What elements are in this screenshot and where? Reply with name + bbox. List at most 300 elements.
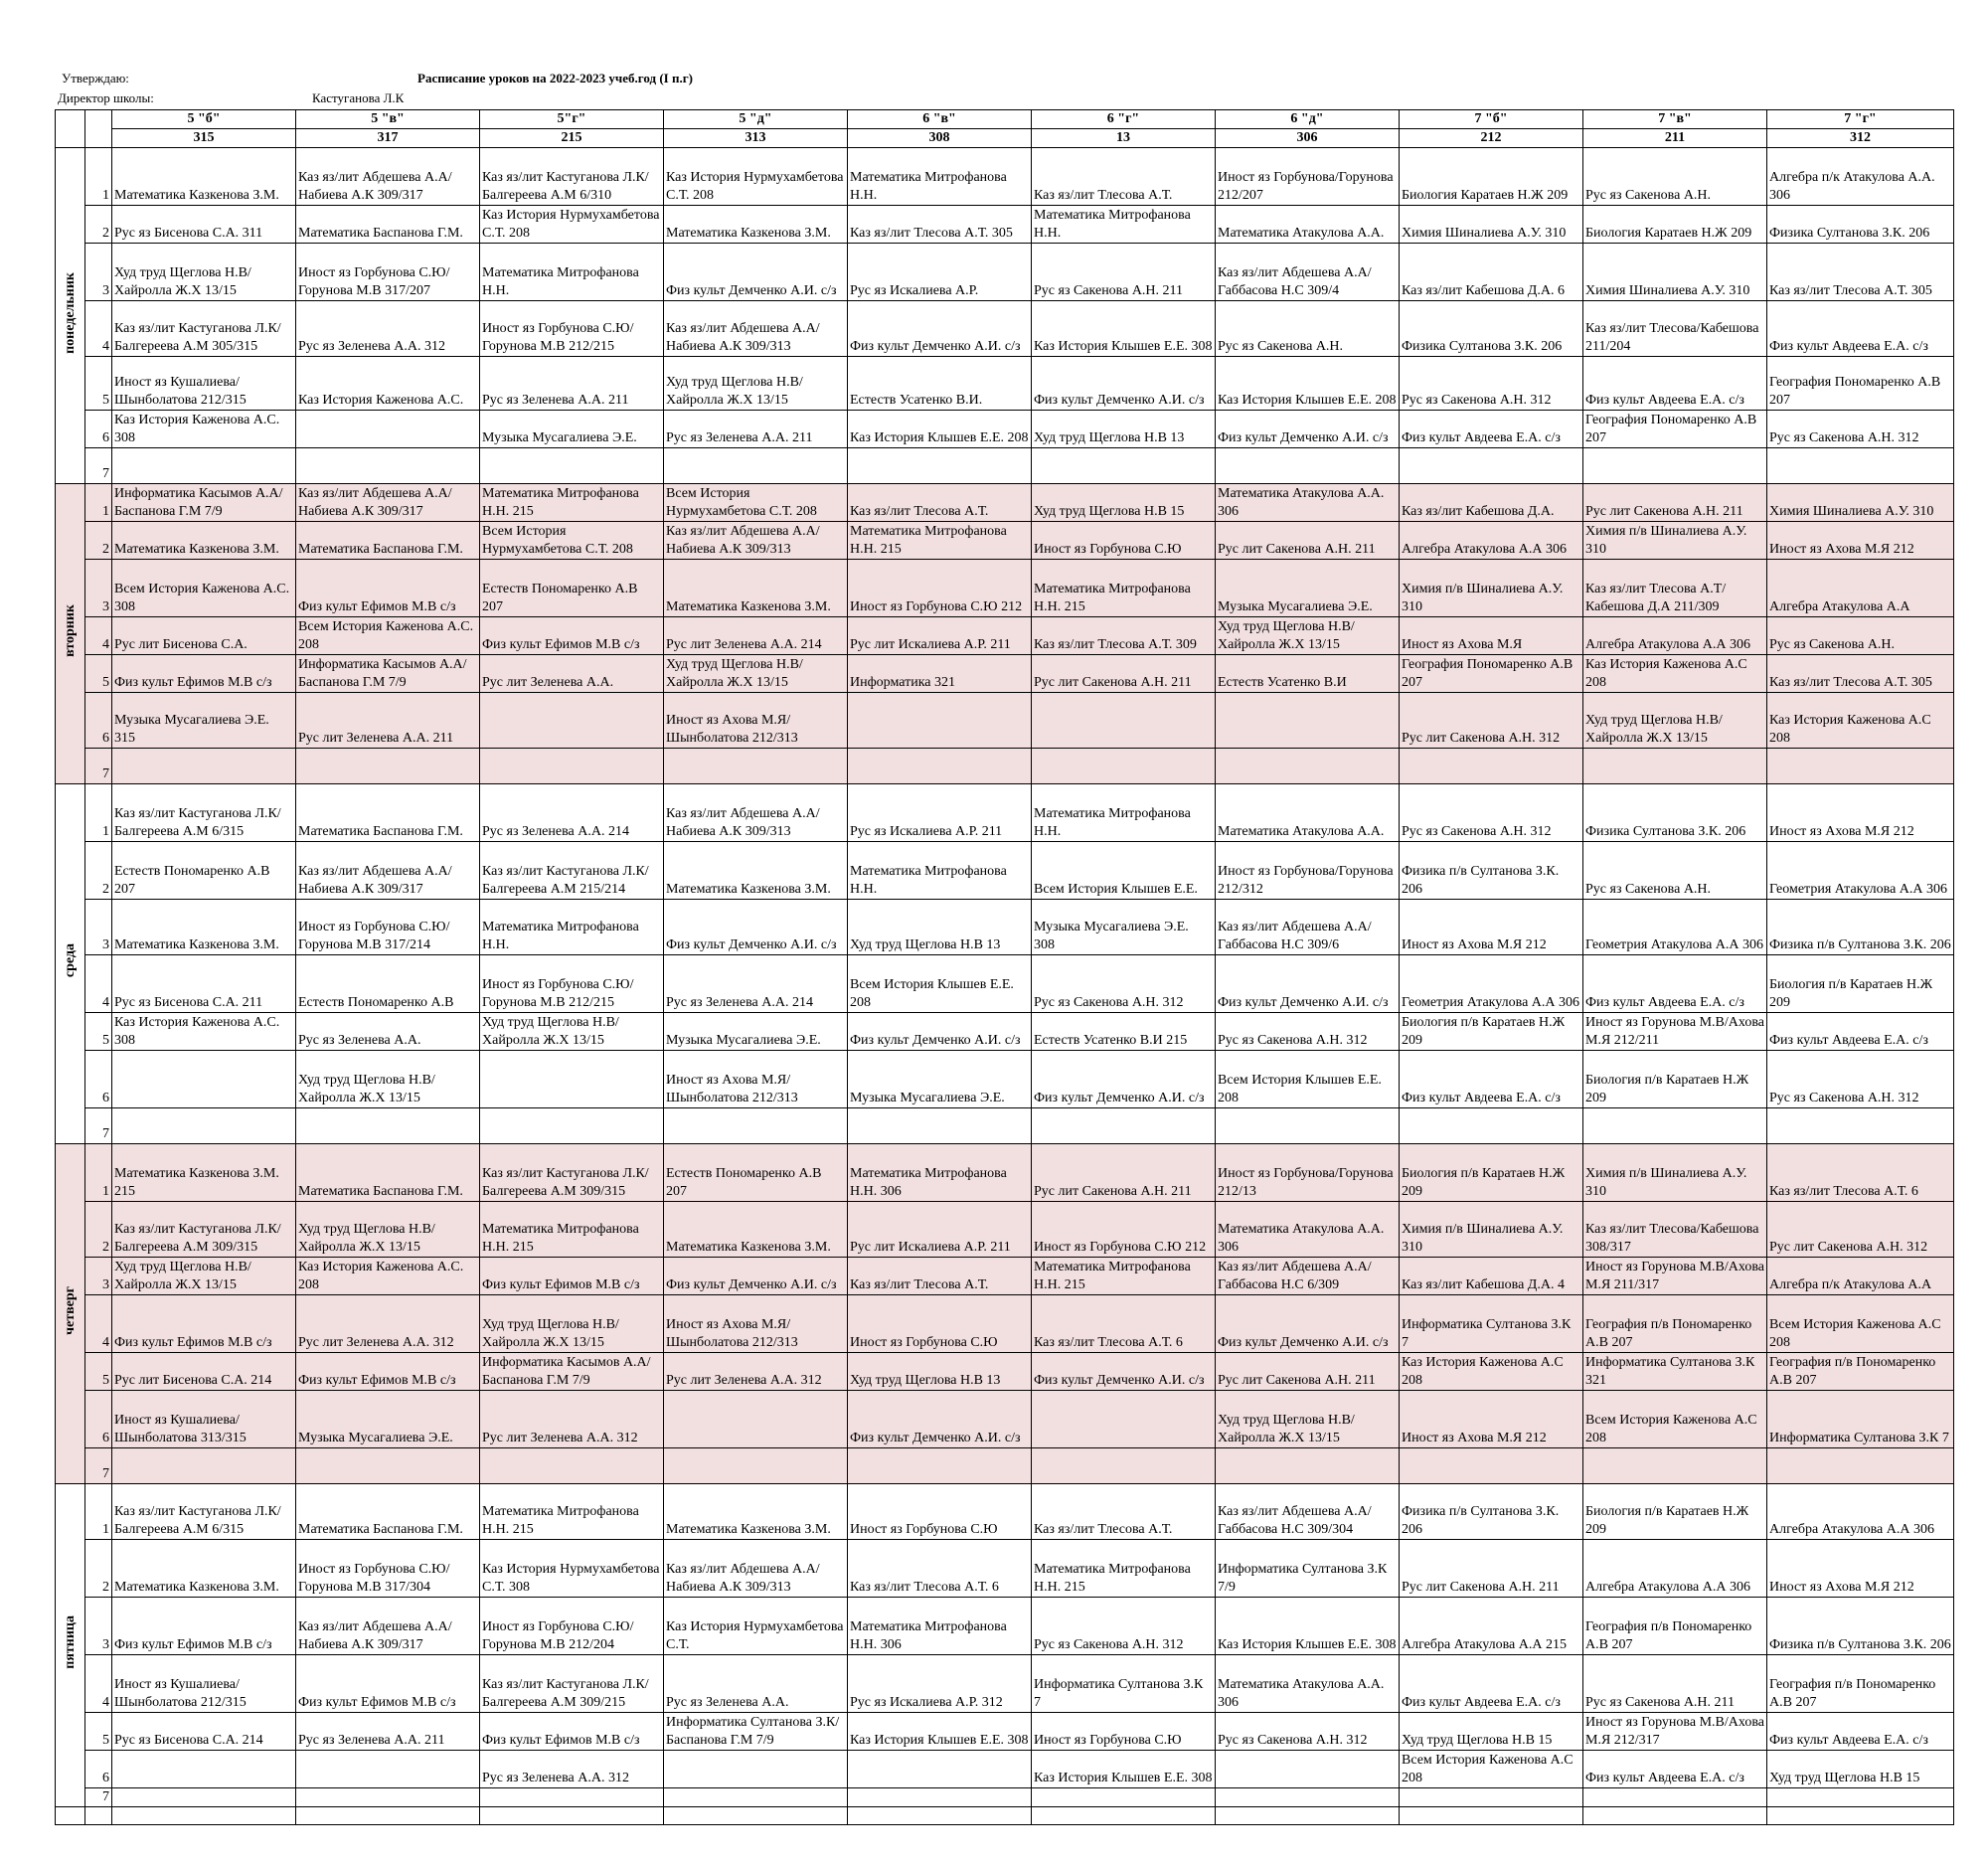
lesson-row xyxy=(56,1713,1954,1751)
lesson-cell: Каз яз/лит Абдешева А.А/Габбасова Н.С 6/309 xyxy=(1216,1258,1400,1295)
lesson-cell: Физ культ Авдеева Е.А. с/з xyxy=(1400,1655,1583,1713)
lesson-cell: Естеств Пономаренко А.В 207 xyxy=(112,842,296,900)
lesson-cell: Рус яз Зеленева А.А. xyxy=(664,1655,848,1713)
lesson-cell: Физ культ Авдеева Е.А. с/з xyxy=(1767,1013,1954,1051)
lesson-cell: Алгебра п/к Атакулова А.А. 306 xyxy=(1767,148,1954,206)
lesson-cell: Физ культ Демченко А.И. с/з xyxy=(1216,1295,1400,1353)
lesson-cell xyxy=(296,1751,480,1788)
lesson-number: 1 xyxy=(85,1144,112,1202)
lesson-cell: Иност яз Горбунова С.Ю xyxy=(848,1295,1032,1353)
lesson-number: 1 xyxy=(85,784,112,842)
lesson-cell: Рус яз Бисенова С.А. 214 xyxy=(112,1713,296,1751)
lesson-cell: Физика п/в Султанова З.К. 206 xyxy=(1400,842,1583,900)
lesson-cell: Каз яз/лит Кастуганова Л.К/Балгереева А.М 6/315 xyxy=(112,784,296,842)
lesson-cell: Математика Баспанова Г.М. xyxy=(296,784,480,842)
lesson-cell: Физ культ Ефимов М.В с/з xyxy=(112,1598,296,1655)
lesson-cell xyxy=(1216,693,1400,749)
lesson-cell: Естеств Пономаренко А.В 207 xyxy=(480,560,664,617)
lesson-number: 5 xyxy=(85,1713,112,1751)
lesson-number: 5 xyxy=(85,1013,112,1051)
lesson-cell xyxy=(848,1448,1032,1484)
lesson-cell xyxy=(664,1391,848,1448)
lesson-cell xyxy=(1032,448,1216,484)
lesson-cell: Иност яз Горбунова С.Ю/Горунова М.В 317/304 xyxy=(296,1540,480,1598)
lesson-cell: Рус яз Искалиева А.Р. xyxy=(848,244,1032,301)
lesson-cell: Иност яз Ахова М.Я/Шынболатова 212/313 xyxy=(664,1051,848,1108)
lesson-cell: Математика Баспанова Г.М. xyxy=(296,522,480,560)
lesson-cell: Информатика Султанова З.К 7 xyxy=(1032,1655,1216,1713)
lesson-cell: Математика Атакулова А.А. 306 xyxy=(1216,1655,1400,1713)
lesson-cell: Каз яз/лит Тлесова А.Т. 309 xyxy=(1032,617,1216,655)
lesson-number: 3 xyxy=(85,1598,112,1655)
lesson-cell: Физ культ Ефимов М.В с/з xyxy=(296,1353,480,1391)
day-label: понедельник xyxy=(62,271,78,354)
lesson-cell: Рус яз Сакенова А.Н. 312 xyxy=(1767,411,1954,448)
lesson-cell: Худ труд Щеглова Н.В 13 xyxy=(848,1353,1032,1391)
lesson-cell: Каз яз/лит Тлесова/Кабешова 308/317 xyxy=(1583,1202,1767,1258)
lesson-cell: Худ труд Щеглова Н.В/Хайролла Ж.Х 13/15 xyxy=(1216,617,1400,655)
lesson-row xyxy=(56,1598,1954,1655)
lesson-cell xyxy=(1767,448,1954,484)
class-name-header: 6 "д" xyxy=(1216,110,1400,129)
lesson-cell: Рус лит Сакенова А.Н. 211 xyxy=(1216,1353,1400,1391)
lesson-cell: Математика Митрофанова Н.Н. xyxy=(480,900,664,955)
lesson-row xyxy=(56,560,1954,617)
lesson-cell: Худ труд Щеглова Н.В/Хайролла Ж.Х 13/15 xyxy=(664,655,848,693)
lesson-row xyxy=(56,1013,1954,1051)
day-label: среда xyxy=(62,943,78,978)
lesson-cell: Музыка Мусагалиева Э.Е. xyxy=(296,1391,480,1448)
lesson-cell: Физ культ Демченко А.И. с/з xyxy=(1216,955,1400,1013)
lesson-cell: Иност яз Горбунова/Горунова 212/312 xyxy=(1216,842,1400,900)
lesson-cell xyxy=(112,749,296,784)
lesson-cell: Физ культ Авдеева Е.А. с/з xyxy=(1400,1051,1583,1108)
lesson-cell: Математика Митрофанова Н.Н. 215 xyxy=(480,1484,664,1540)
lesson-cell: Физ культ Демченко А.И. с/з xyxy=(1032,1051,1216,1108)
lesson-cell: Рус яз Искалиева А.Р. 211 xyxy=(848,784,1032,842)
lesson-cell xyxy=(1583,1448,1767,1484)
lesson-cell xyxy=(1032,749,1216,784)
lesson-cell: Каз яз/лит Тлесова А.Т. xyxy=(848,484,1032,522)
class-room-header: 306 xyxy=(1216,129,1400,148)
lesson-cell: Информатика Султанова З.К 7 xyxy=(1767,1391,1954,1448)
lesson-cell xyxy=(296,749,480,784)
lesson-number: 4 xyxy=(85,301,112,357)
lesson-number: 2 xyxy=(85,842,112,900)
lesson-cell: Физ культ Ефимов М.В с/з xyxy=(480,1713,664,1751)
lesson-cell: Информатика Касымов А.А/ Баспанова Г.М 7/9 xyxy=(296,655,480,693)
lesson-cell: Алгебра Атакулова А.А 306 xyxy=(1583,1540,1767,1598)
lesson-cell xyxy=(1032,693,1216,749)
lesson-cell: Каз яз/лит Абдешева А.А/Набиева А.К 309/317 xyxy=(296,148,480,206)
lesson-cell xyxy=(848,749,1032,784)
lesson-cell: Физ культ Авдеева Е.А. с/з xyxy=(1583,1751,1767,1788)
lesson-cell: География п/в Пономаренко А.В 207 xyxy=(1583,1295,1767,1353)
lesson-cell: Биология п/в Каратаев Н.Ж 209 xyxy=(1400,1013,1583,1051)
empty-cell xyxy=(664,1807,848,1825)
empty-cell xyxy=(56,1807,85,1825)
lesson-cell xyxy=(1583,448,1767,484)
lesson-number: 3 xyxy=(85,1258,112,1295)
lesson-cell: Естеств Усатенко В.И 215 xyxy=(1032,1013,1216,1051)
lesson-cell: Математика Казкенова З.М. xyxy=(664,1202,848,1258)
lesson-row xyxy=(56,1751,1954,1788)
lesson-number: 6 xyxy=(85,1051,112,1108)
lesson-cell xyxy=(664,448,848,484)
class-room-header: 308 xyxy=(848,129,1032,148)
corner-cell xyxy=(56,110,85,148)
lesson-cell: Худ труд Щеглова Н.В/Хайролла Ж.Х 13/15 xyxy=(296,1202,480,1258)
lesson-cell: Математика Митрофанова Н.Н. 215 xyxy=(1032,1540,1216,1598)
lesson-cell: Алгебра Атакулова А.А 306 xyxy=(1583,617,1767,655)
lesson-cell xyxy=(296,1448,480,1484)
lesson-cell: Каз История Каженова А.С. 308 xyxy=(112,411,296,448)
lesson-cell: Математика Атакулова А.А. 306 xyxy=(1216,484,1400,522)
lesson-cell: Рус яз Сакенова А.Н. 211 xyxy=(1583,1655,1767,1713)
lesson-cell: Рус лит Зеленева А.А. 214 xyxy=(664,617,848,655)
lesson-cell: Математика Митрофанова Н.Н. 215 xyxy=(848,522,1032,560)
class-name-header: 5 "в" xyxy=(296,110,480,129)
lesson-row xyxy=(56,784,1954,842)
lesson-cell: Информатика Султанова З.К 321 xyxy=(1583,1353,1767,1391)
lesson-cell xyxy=(1767,1108,1954,1144)
lesson-cell: Всем История Клышев Е.Е. 208 xyxy=(1216,1051,1400,1108)
lesson-cell: Химия Шиналиева А.У. 310 xyxy=(1400,206,1583,244)
lesson-cell: Каз История Клышев Е.Е. 208 xyxy=(1216,357,1400,411)
lesson-cell: Худ труд Щеглова Н.В 13 xyxy=(1032,411,1216,448)
lesson-cell: Каз История Каженова А.С 208 xyxy=(1400,1353,1583,1391)
lesson-cell: Физ культ Ефимов М.В с/з xyxy=(480,1258,664,1295)
lesson-cell: Химия п/в Шиналиева А.У. 310 xyxy=(1400,1202,1583,1258)
lesson-cell xyxy=(1767,1788,1954,1807)
lesson-number: 6 xyxy=(85,411,112,448)
lesson-row xyxy=(56,1295,1954,1353)
lesson-row xyxy=(56,1258,1954,1295)
lesson-cell: Физика Султанова З.К. 206 xyxy=(1583,784,1767,842)
director-name: Кастуганова Л.К xyxy=(312,90,405,105)
class-room-header: 215 xyxy=(480,129,664,148)
lesson-cell: Иност яз Горбунова/Горунова 212/207 xyxy=(1216,148,1400,206)
lesson-cell: Физ культ Демченко А.И. с/з xyxy=(848,1013,1032,1051)
lesson-cell: Каз яз/лит Тлесова А.Т. xyxy=(1032,148,1216,206)
lesson-cell: Рус яз Сакенова А.Н. 312 xyxy=(1400,357,1583,411)
lesson-cell: Всем История Клышев Е.Е. xyxy=(1032,842,1216,900)
lesson-cell xyxy=(848,693,1032,749)
class-name-header: 7 "в" xyxy=(1583,110,1767,129)
lesson-cell: География п/в Пономаренко А.В 207 xyxy=(1583,1598,1767,1655)
lesson-cell xyxy=(848,1788,1032,1807)
lesson-cell: Каз яз/лит Абдешева А.А/Габбасова Н.С 309/304 xyxy=(1216,1484,1400,1540)
lesson-cell: Каз История Клышев Е.Е. 308 xyxy=(1032,1751,1216,1788)
lesson-cell: Иност яз Кушалиева/Шынболатова 212/315 xyxy=(112,1655,296,1713)
lesson-cell: География Пономаренко А.В 207 xyxy=(1583,411,1767,448)
lesson-number: 4 xyxy=(85,955,112,1013)
empty-cell xyxy=(112,1807,296,1825)
lesson-cell: Каз История Клышев Е.Е. 208 xyxy=(848,411,1032,448)
lesson-cell xyxy=(296,411,480,448)
lesson-cell: Информатика 321 xyxy=(848,655,1032,693)
lesson-cell: Математика Баспанова Г.М. xyxy=(296,1484,480,1540)
lesson-cell xyxy=(112,1051,296,1108)
lesson-cell xyxy=(480,1448,664,1484)
lesson-cell: Рус лит Сакенова А.Н. 312 xyxy=(1400,693,1583,749)
lesson-row xyxy=(56,522,1954,560)
lesson-cell xyxy=(1032,1448,1216,1484)
lesson-cell: Каз История Нурмухамбетова С.Т. xyxy=(664,1598,848,1655)
lesson-cell xyxy=(480,448,664,484)
lesson-row xyxy=(56,1655,1954,1713)
lesson-cell: Всем История Каженова А.С 208 xyxy=(1583,1391,1767,1448)
lesson-cell: Худ труд Щеглова Н.В/Хайролла Ж.Х 13/15 xyxy=(480,1013,664,1051)
lesson-cell xyxy=(480,1108,664,1144)
lesson-cell: Математика Митрофанова Н.Н. 215 xyxy=(480,484,664,522)
lesson-cell xyxy=(1400,1108,1583,1144)
lesson-cell: Рус яз Зеленева А.А. 312 xyxy=(480,1751,664,1788)
lesson-cell: Физика п/в Султанова З.К. 206 xyxy=(1767,1598,1954,1655)
lesson-cell xyxy=(112,448,296,484)
lesson-cell: Математика Казкенова З.М. xyxy=(112,522,296,560)
day-label-cell xyxy=(56,784,85,1144)
schedule-body xyxy=(56,148,1954,1825)
empty-cell xyxy=(1032,1807,1216,1825)
empty-cell xyxy=(480,1807,664,1825)
lesson-cell: Иност яз Ахова М.Я 212 xyxy=(1767,784,1954,842)
lesson-cell: Худ труд Щеглова Н.В 15 xyxy=(1400,1713,1583,1751)
lesson-cell: Иност яз Горбунова С.Ю/Горунова М.В 317/214 xyxy=(296,900,480,955)
lesson-cell: Естеств Усатенко В.И. xyxy=(848,357,1032,411)
lesson-row xyxy=(56,301,1954,357)
lesson-cell: Рус яз Сакенова А.Н. xyxy=(1767,617,1954,655)
lesson-cell: Математика Казкенова З.М. 215 xyxy=(112,1144,296,1202)
lesson-cell xyxy=(1400,448,1583,484)
lesson-cell xyxy=(1400,749,1583,784)
lesson-cell: Худ труд Щеглова Н.В/Хайролла Ж.Х 13/15 xyxy=(480,1295,664,1353)
lesson-cell: Рус лит Сакенова А.Н. 312 xyxy=(1767,1202,1954,1258)
lesson-cell: Алгебра Атакулова А.А 306 xyxy=(1400,522,1583,560)
lesson-number: 5 xyxy=(85,1353,112,1391)
lesson-cell: Рус яз Бисенова С.А. 311 xyxy=(112,206,296,244)
lesson-cell: Математика Казкенова З.М. xyxy=(664,1484,848,1540)
lesson-cell: Иност яз Горунова М.В/Ахова М.Я 212/317 xyxy=(1583,1713,1767,1751)
lesson-cell: Каз яз/лит Тлесова А.Т/Кабешова Д.А 211/309 xyxy=(1583,560,1767,617)
lesson-cell: Математика Митрофанова Н.Н. 306 xyxy=(848,1144,1032,1202)
lesson-cell: Иност яз Горунова М.В/Ахова М.Я 212/211 xyxy=(1583,1013,1767,1051)
lesson-cell: Каз яз/лит Кастуганова Л.К/Балгереева А.М 305/315 xyxy=(112,301,296,357)
class-name-header: 5"г" xyxy=(480,110,664,129)
lesson-cell: Всем История Каженова А.С 208 xyxy=(1767,1295,1954,1353)
lesson-cell xyxy=(1400,1448,1583,1484)
lesson-cell xyxy=(480,749,664,784)
lesson-cell: Каз История Каженова А.С 208 xyxy=(1583,655,1767,693)
lesson-cell xyxy=(480,693,664,749)
lesson-cell xyxy=(1767,749,1954,784)
lesson-cell: Рус лит Бисенова С.А. xyxy=(112,617,296,655)
lesson-cell: Физика п/в Султанова З.К. 206 xyxy=(1767,900,1954,955)
lesson-cell: Худ труд Щеглова Н.В/Хайролла Ж.Х 13/15 xyxy=(112,244,296,301)
lesson-cell xyxy=(848,448,1032,484)
lesson-cell: Биология Каратаев Н.Ж 209 xyxy=(1400,148,1583,206)
lesson-number: 4 xyxy=(85,1295,112,1353)
lesson-cell xyxy=(1032,1788,1216,1807)
lesson-number: 4 xyxy=(85,1655,112,1713)
lesson-cell xyxy=(480,1051,664,1108)
lesson-row xyxy=(56,655,1954,693)
lesson-cell: География Пономаренко А.В 207 xyxy=(1400,655,1583,693)
lesson-cell: Естеств Усатенко В.И xyxy=(1216,655,1400,693)
lesson-cell: География Пономаренко А.В 207 xyxy=(1767,357,1954,411)
lesson-cell: Худ труд Щеглова Н.В 15 xyxy=(1767,1751,1954,1788)
lesson-cell: Химия п/в Шиналиева А.У. 310 xyxy=(1583,522,1767,560)
lesson-cell xyxy=(1216,1108,1400,1144)
lesson-cell xyxy=(296,1788,480,1807)
lesson-cell: Физ культ Ефимов М.В с/з xyxy=(112,655,296,693)
lesson-cell: Физ культ Авдеева Е.А. с/з xyxy=(1583,955,1767,1013)
lesson-cell: Физ культ Авдеева Е.А. с/з xyxy=(1767,1713,1954,1751)
lesson-number: 2 xyxy=(85,1540,112,1598)
lesson-cell: Каз История Каженова А.С. 208 xyxy=(296,1258,480,1295)
lesson-cell: Математика Казкенова З.М. xyxy=(664,842,848,900)
lesson-cell: Алгебра п/к Атакулова А.А xyxy=(1767,1258,1954,1295)
lesson-cell: Иност яз Горбунова С.Ю/Горунова М.В 212/215 xyxy=(480,301,664,357)
lesson-cell: Каз яз/лит Абдешева А.А/Набиева А.К 309/317 xyxy=(296,842,480,900)
lesson-cell xyxy=(1400,1788,1583,1807)
lesson-cell: Музыка Мусагалиева Э.Е. xyxy=(664,1013,848,1051)
lesson-row xyxy=(56,1391,1954,1448)
lesson-cell: Иност яз Ахова М.Я 212 xyxy=(1400,1391,1583,1448)
lesson-cell: Рус лит Зеленева А.А. 312 xyxy=(296,1295,480,1353)
lesson-row xyxy=(56,617,1954,655)
lesson-row xyxy=(56,1051,1954,1108)
lesson-cell: Рус лит Искалиева А.Р. 211 xyxy=(848,1202,1032,1258)
lesson-row xyxy=(56,955,1954,1013)
schedule-table xyxy=(55,109,1954,1825)
lesson-cell: Биология п/в Каратаев Н.Ж 209 xyxy=(1400,1144,1583,1202)
class-rooms-row xyxy=(56,129,1954,148)
lesson-row xyxy=(56,244,1954,301)
lesson-cell: Каз яз/лит Кастуганова Л.К/Балгереева А.М 6/310 xyxy=(480,148,664,206)
lesson-cell: Иност яз Горбунова/Горунова 212/13 xyxy=(1216,1144,1400,1202)
lesson-cell: Рус лит Сакенова А.Н. 211 xyxy=(1032,655,1216,693)
lesson-cell: Всем История Нурмухамбетова С.Т. 208 xyxy=(664,484,848,522)
lesson-cell: Рус яз Зеленева А.А. 211 xyxy=(296,1713,480,1751)
lesson-cell: Рус яз Зеленева А.А. 312 xyxy=(296,301,480,357)
lesson-cell: Рус яз Сакенова А.Н. xyxy=(1583,148,1767,206)
lesson-cell: Каз яз/лит Абдешева А.А/Набиева А.К 309/317 xyxy=(296,1598,480,1655)
lesson-cell: Иност яз Горбунова С.Ю/Горунова М.В 212/215 xyxy=(480,955,664,1013)
lesson-number: 7 xyxy=(85,1108,112,1144)
lesson-number: 3 xyxy=(85,560,112,617)
lesson-row xyxy=(56,448,1954,484)
day-label-cell xyxy=(56,148,85,484)
lesson-cell xyxy=(664,1751,848,1788)
lesson-cell: Физ культ Демченко А.И. с/з xyxy=(1032,357,1216,411)
lesson-cell: Рус яз Сакенова А.Н. 312 xyxy=(1400,784,1583,842)
lesson-number: 5 xyxy=(85,357,112,411)
lesson-cell: Иност яз Горбунова С.Ю xyxy=(848,1484,1032,1540)
lesson-cell xyxy=(1216,1751,1400,1788)
lesson-cell: Всем История Нурмухамбетова С.Т. 208 xyxy=(480,522,664,560)
lesson-cell: Каз История Каженова А.С. 308 xyxy=(112,1013,296,1051)
lesson-cell: Рус яз Сакенова А.Н. xyxy=(1216,301,1400,357)
empty-cell xyxy=(296,1807,480,1825)
lesson-cell: Биология п/в Каратаев Н.Ж 209 xyxy=(1583,1051,1767,1108)
empty-cell xyxy=(85,1807,112,1825)
lesson-cell: Каз История Клышев Е.Е. 308 xyxy=(848,1713,1032,1751)
lesson-row xyxy=(56,206,1954,244)
lesson-cell: Математика Атакулова А.А. xyxy=(1216,206,1400,244)
lesson-cell: Худ труд Щеглова Н.В 15 xyxy=(1032,484,1216,522)
lesson-cell: Геометрия Атакулова А.А 306 xyxy=(1400,955,1583,1013)
lesson-cell xyxy=(848,1108,1032,1144)
lesson-cell: Физика Султанова З.К. 206 xyxy=(1767,206,1954,244)
lesson-cell: Каз яз/лит Абдешева А.А/Набиева А.К 309/313 xyxy=(664,784,848,842)
lesson-cell: Физика Султанова З.К. 206 xyxy=(1400,301,1583,357)
class-room-header: 317 xyxy=(296,129,480,148)
lesson-cell: Физ культ Ефимов М.В с/з xyxy=(296,1655,480,1713)
empty-cell xyxy=(1216,1807,1400,1825)
lesson-cell xyxy=(664,1448,848,1484)
lesson-cell: Геометрия Атакулова А.А 306 xyxy=(1767,842,1954,900)
lesson-cell: Музыка Мусагалиева Э.Е. 315 xyxy=(112,693,296,749)
lesson-cell: Каз яз/лит Тлесова А.Т. 6 xyxy=(848,1540,1032,1598)
lesson-cell: Информатика Касымов А.А/ Баспанова Г.М 7/9 xyxy=(480,1353,664,1391)
lesson-cell: Информатика Султанова З.К 7/9 xyxy=(1216,1540,1400,1598)
class-name-header: 7 "г" xyxy=(1767,110,1954,129)
lesson-row xyxy=(56,1788,1954,1807)
lesson-cell: Иност яз Кушалиева/Шынболатова 212/315 xyxy=(112,357,296,411)
lesson-number: 6 xyxy=(85,1391,112,1448)
lesson-cell: Рус яз Зеленева А.А. xyxy=(296,1013,480,1051)
lesson-cell: Худ труд Щеглова Н.В 13 xyxy=(848,900,1032,955)
lesson-number: 7 xyxy=(85,1448,112,1484)
lesson-cell xyxy=(664,1108,848,1144)
lesson-number: 2 xyxy=(85,522,112,560)
lesson-cell: Рус яз Сакенова А.Н. 312 xyxy=(1216,1013,1400,1051)
lesson-cell: Физ культ Ефимов М.В с/з xyxy=(480,617,664,655)
lesson-cell: Худ труд Щеглова Н.В/Хайролла Ж.Х 13/15 xyxy=(1583,693,1767,749)
lesson-row xyxy=(56,484,1954,522)
lesson-cell: Математика Митрофанова Н.Н. xyxy=(848,148,1032,206)
corner-cell-2 xyxy=(85,110,112,148)
lesson-row xyxy=(56,357,1954,411)
lesson-cell: Каз История Нурмухамбетова С.Т. 208 xyxy=(664,148,848,206)
lesson-cell: Математика Казкенова З.М. xyxy=(112,1540,296,1598)
lesson-cell xyxy=(1583,749,1767,784)
lesson-cell xyxy=(1216,1448,1400,1484)
class-name-header: 7 "б" xyxy=(1400,110,1583,129)
lesson-cell: Физ культ Демченко А.И. с/з xyxy=(664,900,848,955)
lesson-cell: Каз яз/лит Кабешова Д.А. 4 xyxy=(1400,1258,1583,1295)
lesson-cell: Каз яз/лит Тлесова А.Т. 6 xyxy=(1032,1295,1216,1353)
lesson-cell: Физ культ Демченко А.И. с/з xyxy=(848,1391,1032,1448)
lesson-number: 1 xyxy=(85,484,112,522)
lesson-cell: Рус лит Искалиева А.Р. 211 xyxy=(848,617,1032,655)
lesson-cell: Худ труд Щеглова Н.В/Хайролла Ж.Х 13/15 xyxy=(296,1051,480,1108)
lesson-cell: Иност яз Горбунова С.Ю 212 xyxy=(1032,1202,1216,1258)
lesson-cell: Каз История Каженова А.С 208 xyxy=(1767,693,1954,749)
lesson-cell xyxy=(1583,1788,1767,1807)
trailing-empty-row xyxy=(56,1807,1954,1825)
lesson-cell: Худ труд Щеглова Н.В/Хайролла Ж.Х 13/15 xyxy=(1216,1391,1400,1448)
lesson-cell: Физ культ Авдеева Е.А. с/з xyxy=(1583,357,1767,411)
lesson-cell: Каз яз/лит Кастуганова Л.К/Балгереева А.М 6/315 xyxy=(112,1484,296,1540)
lesson-cell: Рус лит Зеленева А.А. 211 xyxy=(296,693,480,749)
lesson-cell: Физика п/в Султанова З.К. 206 xyxy=(1400,1484,1583,1540)
lesson-cell: Рус яз Сакенова А.Н. 312 xyxy=(1032,1598,1216,1655)
class-room-header: 313 xyxy=(664,129,848,148)
lesson-cell: Всем История Каженова А.С. 308 xyxy=(112,560,296,617)
lesson-row xyxy=(56,411,1954,448)
